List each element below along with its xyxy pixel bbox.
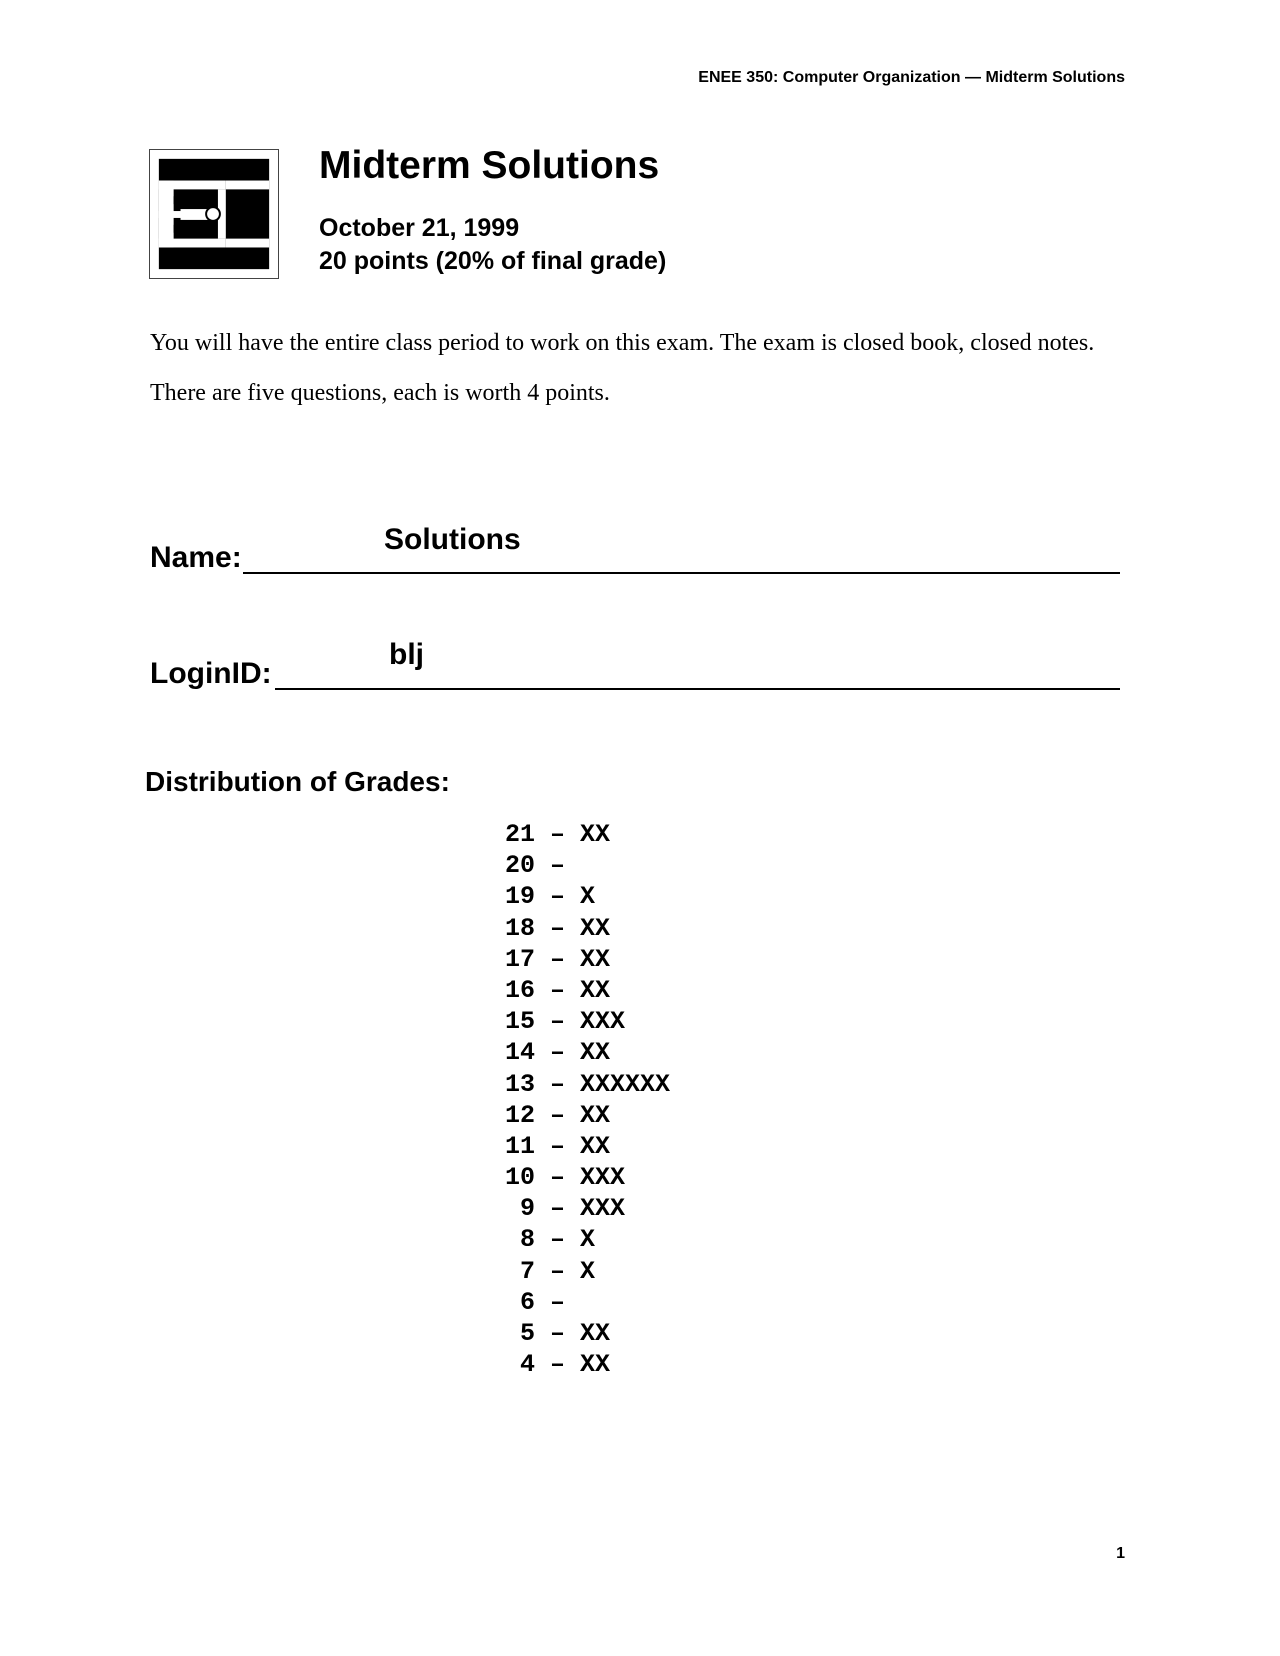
grade-score: 21 [505,820,536,849]
grade-dash: – [550,1319,566,1348]
grade-dash: – [550,820,566,849]
grade-score: 20 [505,851,536,881]
grade-score: 12 [505,1100,536,1130]
grade-row [505,1100,670,1131]
grade-score: 13 [505,1069,536,1099]
grade-score: 16 [505,975,536,1005]
grade-score: 19 [505,882,536,912]
grade-dash: – [550,1007,566,1037]
exam-date: October 21, 1999 [319,214,520,242]
grade-row [505,1131,670,1162]
grade-tally: XX [580,944,611,974]
exam-points: 20 points (20% of final grade) [319,247,667,275]
page-title: Midterm Solutions [319,144,660,187]
grade-tally: XX [580,975,611,1005]
grade-dash: – [550,1194,566,1224]
instructions-line-2: There are five questions, each is worth 4 points. [150,380,610,406]
grade-row [505,1037,670,1068]
grade-tally: XX [580,913,611,943]
grade-score: 17 [505,944,536,974]
grade-dash: – [550,1069,566,1099]
login-field-line [275,688,1120,690]
grade-row [505,1256,670,1287]
instructions-line-1: You will have the entire class period to work on this exam. The exam is closed book, closed notes. [150,330,1095,356]
grade-score: 18 [505,913,536,943]
grade-dash: – [550,851,566,881]
grade-score: 10 [505,1163,536,1193]
grade-row [505,1318,670,1349]
grade-row [505,1224,670,1255]
grade-dash: – [550,1287,566,1317]
grade-tally: X [580,1256,596,1286]
login-value: blj [389,638,424,671]
grade-distribution-list [505,819,670,1380]
grade-dash: – [550,1350,566,1380]
grade-dash: – [550,1163,566,1193]
distribution-title: Distribution of Grades: [145,766,450,797]
grade-dash: – [550,1256,566,1286]
grade-row [505,819,670,850]
grade-dash: – [550,882,566,912]
grade-score: 11 [505,1131,536,1161]
grade-row [505,913,670,944]
grade-tally: XX [580,820,611,849]
grade-tally: XXX [580,1007,626,1037]
grade-score: 4 [519,1350,535,1380]
grade-score: 6 [519,1287,535,1317]
grade-tally: XX [580,1350,611,1380]
grade-row [505,975,670,1006]
grade-dash: – [550,1038,566,1068]
grade-dash: – [550,913,566,943]
name-field-line [243,572,1120,574]
grade-tally: XX [580,1038,611,1068]
grade-tally: X [580,882,596,912]
grade-score: 15 [505,1007,536,1037]
grade-row [505,1006,670,1037]
running-header: ENEE 350: Computer Organization — Midterm Solutions [698,69,1125,86]
name-value: Solutions [384,523,521,556]
page-number: 1 [1116,1545,1125,1562]
grade-dash: – [550,944,566,974]
grade-score: 14 [505,1038,536,1068]
grade-score: 5 [519,1319,535,1348]
name-label: Name: [150,541,242,574]
grade-row [505,881,670,912]
grade-tally: XXXXXX [580,1069,671,1099]
grade-dash: – [550,1131,566,1161]
grade-tally: XXX [580,1163,626,1193]
grade-tally: XX [580,1319,611,1348]
grade-row [505,1162,670,1193]
grade-row [505,1193,670,1224]
grade-score: 7 [519,1256,535,1286]
login-label: LoginID: [150,657,272,690]
department-e-logo-icon [149,149,279,279]
grade-row [505,1287,670,1318]
grade-row [505,1069,670,1100]
grade-row [505,1349,670,1380]
grade-dash: – [550,1225,566,1255]
grade-row [505,944,670,975]
grade-score: 9 [519,1194,535,1224]
grade-tally: X [580,1225,596,1255]
grade-tally: XXX [580,1194,626,1224]
grade-dash: – [550,975,566,1005]
grade-row [505,850,670,881]
grade-tally: XX [580,1100,611,1130]
grade-dash: – [550,1100,566,1130]
grade-score: 8 [519,1225,535,1255]
grade-tally: XX [580,1131,611,1161]
